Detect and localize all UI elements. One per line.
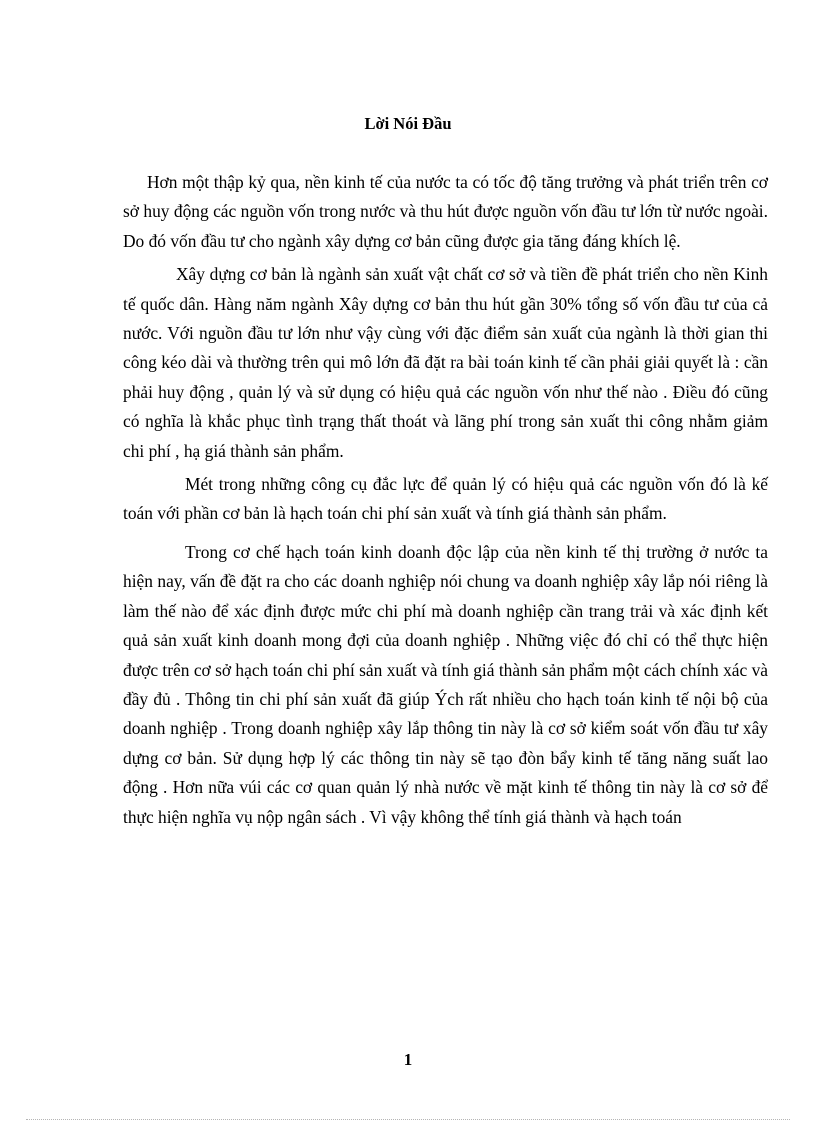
paragraph-1: Hơn một thập kỷ qua, nền kinh tế của nước ta có tốc độ tăng trưởng và phát triển trên cơ sở huy động các nguồn vốn trong nước và thu hút được nguồn vốn đầu tư lớn từ nước ngoài. Do đó vốn đầu tư cho ngành xây dựng cơ bản cũng được gia tăng đáng khích lệ. (123, 172, 768, 251)
paragraph-2: Xây dựng cơ bản là ngành sản xuất vật chất cơ sở và tiền đề phát triển cho nền Kinh tế quốc dân. Hàng năm ngành Xây dựng cơ bản thu hút gần 30% tổng số vốn đầu tư của cả nước. Với nguồn đầu tư lớn như vậy cùng với đặc điểm sản xuất của ngành là thời gian thi công kéo dài và thường trên qui mô lớn đã đặt ra bài toán kinh tế cần phải giải quyết là : cần phải huy động , quản lý và sử dụng có hiệu quả các nguồn vốn như thế nào . Điều đó cũng có nghĩa là khắc phục tình trạng thất thoát và lãng phí trong sản xuất thi công nhằm giảm chi phí , hạ giá thành sản phẩm. (123, 264, 768, 461)
paragraph-4: Trong cơ chế hạch toán kinh doanh độc lập của nền kinh tế thị trường ở nước ta hiện nay, vấn đề đặt ra cho các doanh nghiệp nói chung va doanh nghiệp xây lắp nói riêng là làm thế nào để xác định được mức chi phí mà doanh nghiệp cần trang trải và xác định kết quả sản xuất kinh doanh mong đợi của doanh nghiệp . Những việc đó chỉ có thể thực hiện được trên cơ sở hạch toán chi phí sản xuất và tính giá thành sản phẩm một cách chính xác và đầy đủ . Thông tin chi phí sản xuất đã giúp Ých rất nhiều cho hạch toán kinh tế nội bộ của doanh nghiệp . Trong doanh nghiệp xây lắp thông tin này là cơ sở kiểm soát vốn đầu tư xây dựng cơ bản. Sử dụng hợp lý các thông tin này sẽ tạo đòn bẩy kinh tế tăng năng suất lao động . Hơn nữa vúi các cơ quan quản lý nhà nước về mặt kinh tế thông tin này là cơ sở để thực hiện nghĩa vụ nộp ngân sách . Vì vậy không thể tính giá thành và hạch toán (123, 541, 768, 827)
page-title: Lời Nói Đầu (364, 114, 452, 133)
document-body (123, 168, 768, 832)
page-number: 1 (403, 1050, 413, 1069)
paragraph-3: Mét trong những công cụ đắc lực để quản lý có hiệu quả các nguồn vốn đó là kế toán với phần cơ bản là hạch toán chi phí sản xuất và tính giá thành sản phẩm. (123, 474, 768, 524)
page-bottom-divider (26, 1119, 790, 1120)
